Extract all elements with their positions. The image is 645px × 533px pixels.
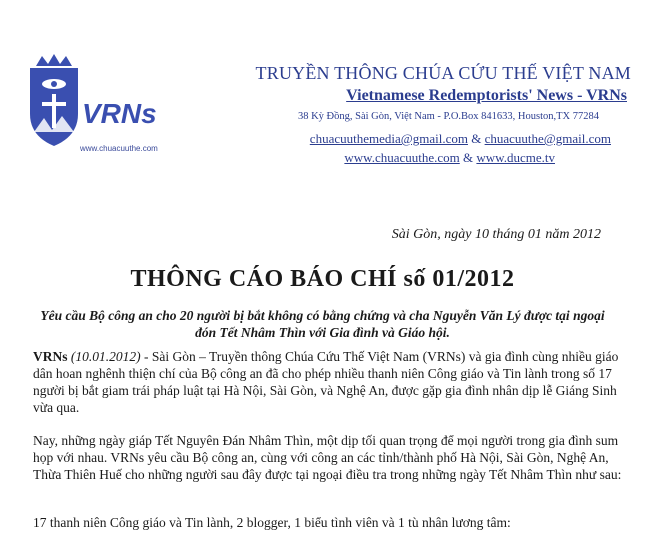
org-name-english: Vietnamese Redemptorists' News - VRNs (346, 87, 627, 104)
email-link-main[interactable]: chuacuuthe@gmail.com (484, 131, 611, 146)
dateline: Sài Gòn, ngày 10 tháng 01 năm 2012 (391, 227, 601, 242)
website-link-chuacuuthe[interactable]: www.chuacuuthe.com (344, 150, 460, 165)
website-link-ducme[interactable]: www.ducme.tv (476, 150, 555, 165)
vrns-logo (22, 54, 172, 158)
website-line (344, 150, 555, 166)
document-title: THÔNG CÁO BÁO CHÍ số 01/2012 (130, 266, 515, 292)
email-line (310, 131, 611, 147)
logo-wordmark: VRNs (82, 98, 157, 129)
org-address: 38 Kỳ Đồng, Sài Gòn, Việt Nam - P.O.Box 841633, Houston,TX 77284 (297, 111, 599, 122)
paragraph-2: Nay, những ngày giáp Tết Nguyên Đán Nhâm Thìn, một dịp tối quan trọng để mọi người trong gia đình sum họp với nhau. VRNs yêu cầu Bộ công an, cùng với công an các tỉnh/thành phố Hà Nội, Sài Gòn, Nghệ An, Thừa Thiên Huế cho những người sau đây được tại ngoại điều tra trong những ngày Tết Nhâm Thìn như sau: (33, 433, 622, 482)
amp-separator: & (463, 150, 474, 165)
org-name-vietnamese: TRUYỀN THÔNG CHÚA CỨU THẾ VIỆT NAM (255, 63, 631, 83)
paragraph-1 (33, 348, 623, 416)
paragraph-3: 17 thanh niên Công giáo và Tin lành, 2 blogger, 1 biểu tình viên và 1 tù nhân lương tâm: (33, 515, 511, 530)
email-link-media[interactable]: chuacuuthemedia@gmail.com (309, 131, 468, 146)
paragraph-lead-date: (10.01.2012) (70, 349, 141, 364)
logo-url: www.chuacuuthe.com (80, 144, 158, 153)
amp-separator: & (471, 131, 482, 146)
paragraph-1-text: - Sài Gòn – Truyền thông Chúa Cứu Thế Việt Nam (VRNs) và gia đình cùng nhiều giáo dân hoan nghênh thiện chí của Bộ công an đã cho phép nhiều thanh niên Công giáo và Tin lành trong số 17 người bị bắt giam trái pháp luật tại Hà Nội, Sài Gòn, và Nghệ An, được gặp gia đình nhân dịp lễ Giáng Sinh vừa qua. (33, 349, 619, 415)
document-subtitle: Yêu cầu Bộ công an cho 20 người bị bắt không có bằng chứng và cha Nguyễn Văn Lý được tại ngoại đón Tết Nhâm Thìn với Gia đình và Giáo hội. (40, 308, 605, 340)
paragraph-lead-agency: VRNs (33, 349, 68, 364)
